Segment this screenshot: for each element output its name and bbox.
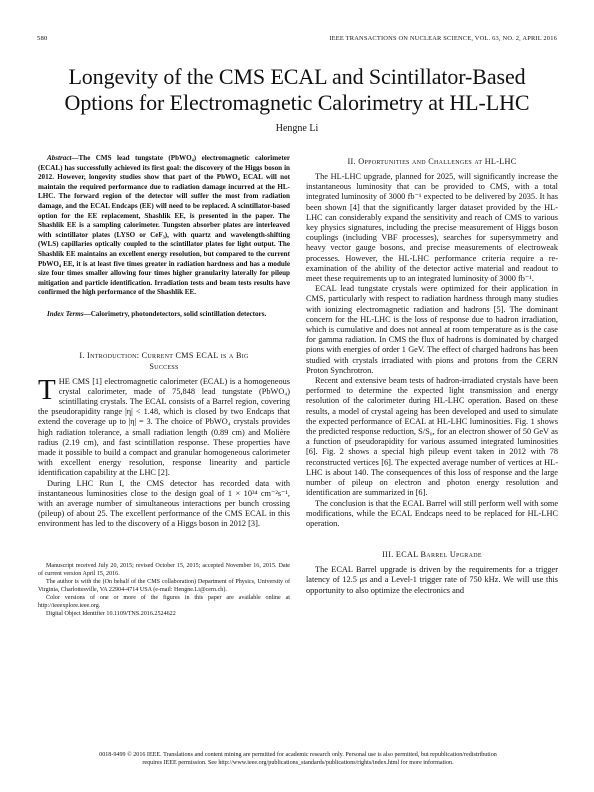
author-name: Hengne Li [275, 123, 319, 134]
right-column [306, 154, 558, 596]
section-3-paragraph-1: The ECAL Barrel upgrade is driven by the requirements for a trigger latency of 12.5 μs and a Level-1 trigger rate of 750 kHz. We will use this opportunity to also optimize the electronics and [306, 565, 558, 595]
footnote-affiliation: The author is with the (On behalf of the CMS collaboration) Department of Physics, University of Virginia, Charlottesville, VA 22904-4714 USA (e-mail: Hengne.Li@cern.ch). [38, 578, 290, 593]
page-number: 580 [37, 35, 48, 42]
drop-cap: T [38, 373, 56, 406]
abstract-text: —The CMS lead tungstate (PbWO₄) electromagnetic calorimeter (ECAL) has successfully achieved its first goal: the discovery of the Higgs boson in 2012. However, longevity studies show that part of the PbWO₄ ECAL will not maintain the required performance due to radiation damage incurred at the HL-LHC. The forward region of the detector will suffer the most from radiation damage, and the ECAL Endcaps (EE) will need to be replaced. A scintillator-based option for the EE replacement, Shashlik EE, is presented in the paper. The Shashlik EE is a sampling calorimeter. Tungsten absorber plates are interleaved with scintillator plates (LYSO or CeF₃), with quartz and wavelength-shifting (WLS) capillaries optically coupled to the scintillator plates for light output. The Shashlik EE maintains an excellent energy resolution, but compared to the current PbWO₄ EE, it is at least five times greater in radiation hardness and has a module size four times smaller allowing four times higher granularity laterally for pileup mitigation and particle identification. Irradiation tests and beam tests results have confirmed the high performance of the Shashlik EE. [38, 154, 290, 297]
index-terms [38, 310, 290, 320]
section-1-title-line-2: Success [149, 361, 179, 371]
copyright-notice [38, 751, 558, 767]
section-1-paragraph-1 [38, 373, 290, 479]
section-2-paragraph-4: The conclusion is that the ECAL Barrel will still perform well with some modifications, while the ECAL Endcaps need to be replaced for HL-LHC operation. [306, 498, 558, 528]
section-1-title-line-1: I. Introduction: Current CMS ECAL is a Big [79, 350, 249, 360]
section-3-title: III. ECAL Barrel Upgrade [382, 550, 482, 560]
section-2-paragraph-3: Recent and extensive beam tests of hadron-irradiated crystals have been performed to determine the expected light transmission and energy resolution of the calorimeter during HL-LHC operation. Based on these results, a model of crystal ageing has been developed and used to simulate the expected performance of ECAL at HL-LHC luminosities. Fig. 1 shows the predicted response reduction, S/S₀, for an electron shower of 50 GeV as a function of pseudorapidity for various assumed integrated luminosities [6]. Fig. 2 shows a special high pileup event taken in 2012 with 78 reconstructed vertices [6]. The expected average number of vertices at HL-LHC is about 140. The consequences of this loss of response and the large number of pileup on electron and photon energy resolution and identification are summarized in [6]. [306, 376, 558, 498]
section-2-title: II. Opportunities and Challenges at HL-LHC [347, 157, 517, 166]
section-2-paragraph-2: ECAL lead tungstate crystals were optimized for their application in CMS, particularly with respect to radiation hardness through many studies with ionizing electromagnetic radiation and hadrons [5]. The dominant concern for the HL-LHC is the loss of response due to hadron irradiation, which is cumulative and does not anneal at room temperature as is the case for gamma radiation. In CMS the flux of hadrons is dominated by charged pions with energies of order 1 GeV. The effect of charged hadrons has been studied with crystals irradiated with pions and protons from the CERN Proton Synchrotron. [306, 284, 558, 375]
index-terms-label: Index Terms [47, 309, 84, 318]
abstract-label: Abstract [47, 154, 72, 162]
running-header: IEEE TRANSACTIONS ON NUCLEAR SCIENCE, VOL. 63, NO. 2, APRIL 2016 [329, 35, 557, 42]
section-1-title [38, 350, 290, 372]
footnote-received: Manuscript received July 20, 2015; revised October 15, 2015; accepted November 16, 2015. Date of current version April 15, 2016. [38, 562, 290, 577]
footnote-color: Color versions of one or more of the figures in this paper are available online at http://ieeexplore.ieee.org. [38, 594, 290, 609]
section-1-paragraph-2: During LHC Run I, the CMS detector has recorded data with instantaneous luminosities close to the design goal of 1 × 10³⁴ cm⁻²s⁻¹, with an average number of simultaneous interactions per bunch crossing (pileup) of about 25. The excellent performance of the CMS ECAL in this environment has led to the discovery of a Higgs boson in 2012 [3]. [38, 478, 290, 529]
paper-title: Longevity of the CMS ECAL and Scintillator-Based Options for Electromagnetic Calorimetry at HL-LHC [64, 64, 530, 115]
section-2-paragraph-1: The HL-LHC upgrade, planned for 2025, will significantly increase the instantaneous luminosity that can be provided to CMS, with a total integrated luminosity of 3000 fb⁻¹ expected to be delivered by 2035. It has been shown [4] that the significantly larger dataset provided by the HL-LHC can considerably expand the sensitivity and reach of CMS to various key physics signatures, including the precise measurement of Higgs boson couplings (including VBF processes), searches for supersymmetry and heavy vector gauge bosons, and precise measurements of electroweak processes. However, the HL-LHC performance criteria require a re-examination of the ability of the detector active material and readout to meet these requirements up to an integrated luminosity of 3000 fb⁻¹. [306, 172, 558, 284]
left-column [38, 154, 290, 618]
copyright-line-2: requires IEEE permission. See http://www.ieee.org/publications_standards/publications/rights/index.html for more information. [142, 760, 454, 767]
index-terms-text: —Calorimetry, photondetectors, solid scintillation detectors. [83, 309, 267, 318]
section-1-paragraph-1-text: HE CMS [1] electromagnetic calorimeter (ECAL) is a homogeneous crystal calorimeter, made of 75,848 lead tungstate (PbWO₄) scintillating crystals. The ECAL consists of a Barrel region, covering the pseudorapidity range |η| < 1.48, which is closed by two Endcaps that extend the coverage up to |η| = 3. The choice of PbWO₄ crystals provides high radiation tolerance, a small radiation length (0.89 cm) and Molière radius (2.19 cm), and fast scintillation response. These properties have made it possible to build a compact and granular homogeneous calorimeter with excellent energy resolution, response linearity and particle identification capability at the LHC [2]. [38, 376, 290, 478]
copyright-line-1: 0018-9499 © 2016 IEEE. Translations and content mining are permitted for academic research only. Personal use is also permitted, but republication/redistribution [99, 752, 497, 758]
abstract [38, 154, 290, 298]
footnote-doi: Digital Object Identifier 10.1109/TNS.2016.2524622 [46, 610, 176, 617]
